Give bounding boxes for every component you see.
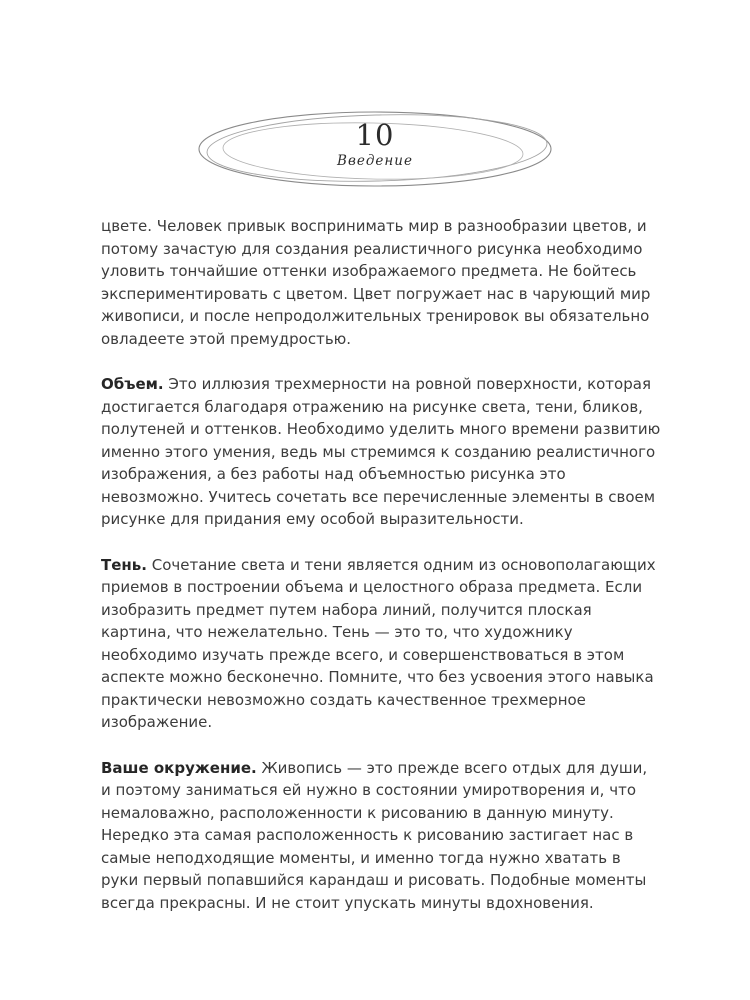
paragraph-text: Живопись — это прежде всего отдых для души, и поэтому заниматься ей нужно в состоянии умиротворения и, что немаловажно, расположенности к рисованию в данную минуту. Нередко эта самая расположенность к рисованию застигает нас в самые неподходящие моменты, и именно тогда нужно хватать в руки первый попавшийся карандаш и рисовать. Подобные моменты всегда прекрасны. И не стоит упускать минуты вдохновения. <box>101 758 648 912</box>
paragraph-term: Объем. <box>101 375 164 393</box>
paragraph-shadow <box>101 554 661 734</box>
body-text <box>101 215 661 937</box>
chapter-title: Введение <box>337 153 413 169</box>
paragraph-text: цвете. Человек привык воспринимать мир в разнообразии цветов, и потому зачастую для создания реалистичного рисунка необходимо уловить тончайшие оттенки изображаемого предмета. Не бойтесь экспериментировать с цветом. Цвет погружает нас в чарующий мир живописи, и после непродолжительных тренировок вы обязательно овладеете этой премудростью. <box>101 217 651 348</box>
paragraph-term: Ваше окружение. <box>101 758 257 777</box>
paragraph-color <box>101 215 661 350</box>
paragraph-text: Это иллюзия трехмерности на ровной поверхности, которая достигается благодаря отражению на рисунке света, тени, бликов, полутеней и оттенков. Необходимо уделить много времени развитию именно этого умения, ведь мы стремимся к созданию реалистичного изображения, а без работы над объемностью рисунка это невозможно. Учитесь сочетать все перечисленные элементы в своем рисунке для придания ему особой выразительности. <box>101 375 661 528</box>
paragraph-volume <box>101 373 661 531</box>
paragraph-environment <box>101 757 661 915</box>
page-header <box>195 108 555 190</box>
page-number: 10 <box>355 118 395 152</box>
paragraph-term: Тень. <box>101 555 147 574</box>
paragraph-text: Сочетание света и тени является одним из основополагающих приемов в построении объема и целостного образа предмета. Если изобразить предмет путем набора линий, получится плоская картина, что нежелательно. Тень — это то, что художнику необходимо изучать прежде всего, и совершенствоваться в этом аспекте можно бесконечно. Помните, что без усвоения этого навыка практически невозможно создать качественное трехмерное изображение. <box>101 555 656 731</box>
